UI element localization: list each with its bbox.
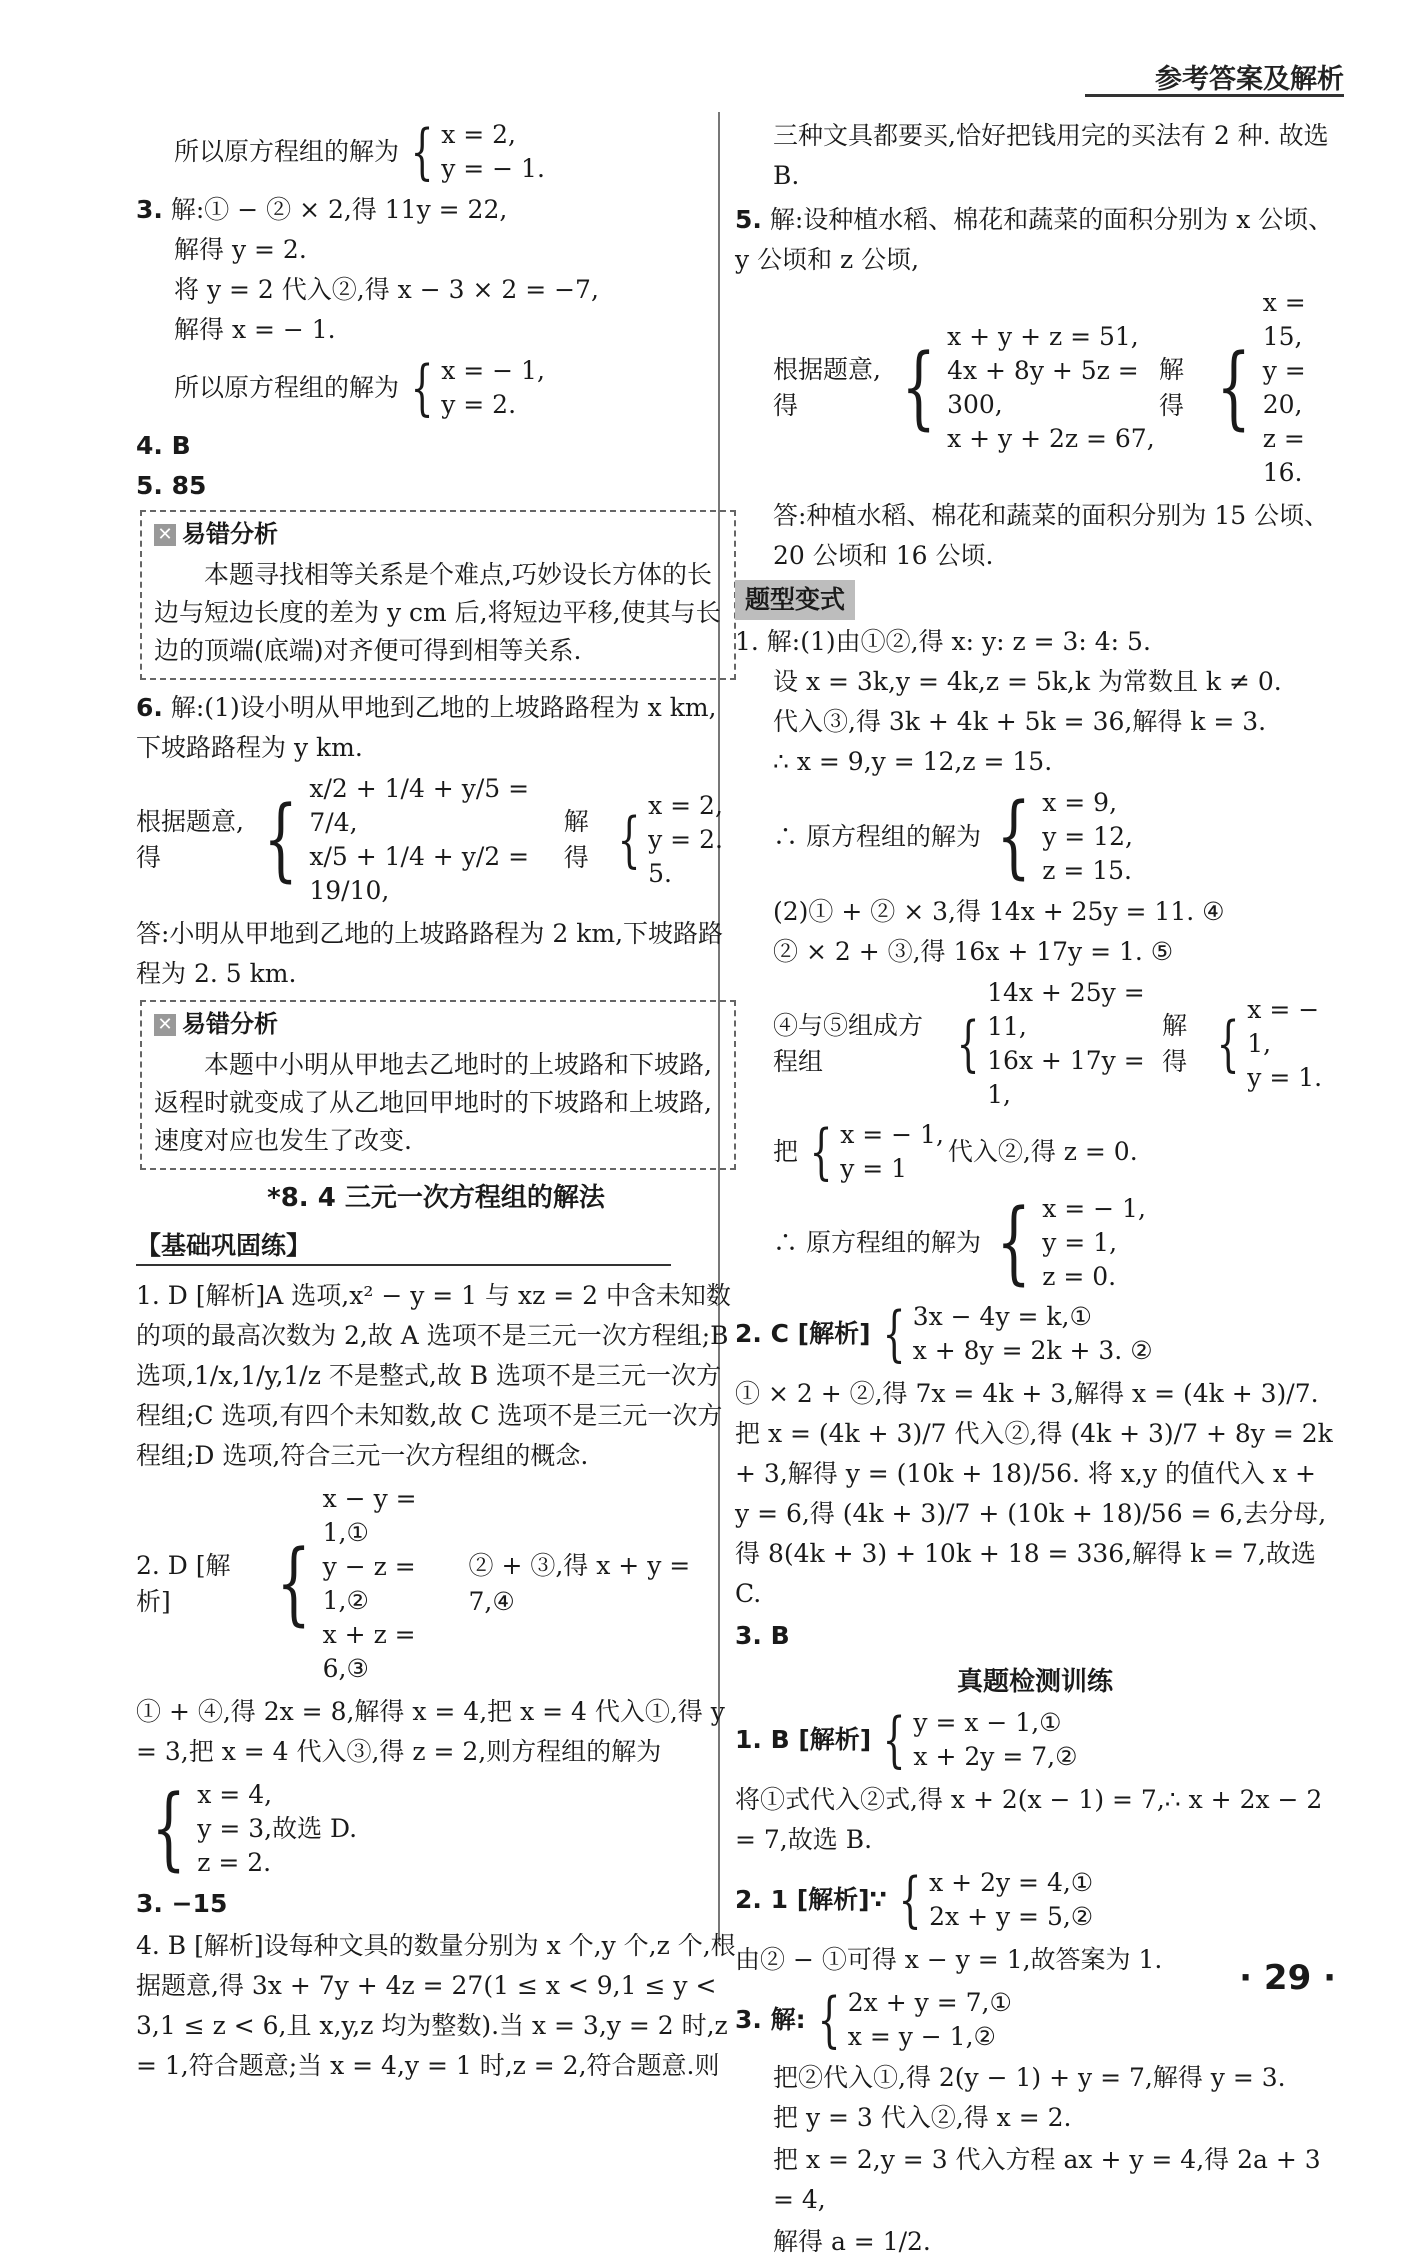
variant-q2-line xyxy=(735,1300,1335,1368)
exam-q2-system: { x + 2y = 4,① 2x + y = 5,② xyxy=(898,1865,1094,1935)
q3-text: 解:① − ② × 2,得 11y = 22, xyxy=(170,195,508,224)
q6-solution-system: { x = 2, y = 2. 5. xyxy=(610,789,732,891)
solution-prefix: ∴ 原方程组的解为 xyxy=(773,822,981,851)
q3-text: 解得 y = 2. xyxy=(174,235,307,264)
equation: x = 4, xyxy=(197,1780,273,1809)
equation: 3x − 4y = k,① xyxy=(912,1302,1092,1331)
exam-q3-text: 解得 a = 1/2. xyxy=(773,2227,931,2256)
basic-q2-step: ② + ③,得 x + y = 7,④ xyxy=(468,1551,691,1616)
equation: x = 2, xyxy=(441,120,516,149)
exam-q1-text: 将①式代入②式,得 x + 2(x − 1) = 7,∴ x + 2x − 2 = 7,故选 B. xyxy=(735,1785,1323,1854)
error-analysis-title: ✕ 易错分析 xyxy=(154,516,722,552)
equation: y = 1. xyxy=(1247,1063,1323,1092)
error-analysis-box-1 xyxy=(140,510,736,680)
system-prefix: ④与⑤组成方程组 xyxy=(773,1011,924,1076)
equation: x = 15, xyxy=(1262,288,1306,351)
variant-q1-text: 代入③,得 3k + 4k + 5k = 36,解得 k = 3. xyxy=(773,707,1267,736)
exam-q3-prefix: 3. 解: xyxy=(735,2005,806,2034)
q6-line xyxy=(136,690,736,726)
variant-q3-answer: 3. B xyxy=(735,1621,790,1650)
equation: x + 2y = 7,② xyxy=(913,1742,1078,1771)
equation: x = − 1, xyxy=(840,1120,944,1149)
equation: x + 2y = 4,① xyxy=(929,1868,1094,1897)
left-column xyxy=(136,112,736,2090)
substitute-system: { x = − 1, y = 1 xyxy=(809,1117,944,1187)
continued-text: 三种文具都要买,恰好把钱用完的买法有 2 种. 故选 B. xyxy=(773,121,1329,190)
equation: x + y + 2z = 67, xyxy=(947,424,1155,453)
q6-solution-prefix: 解得 xyxy=(563,807,589,872)
equation: 4x + 8y + 5z = 300, xyxy=(947,356,1139,419)
q5-text: 解:设种植水稻、棉花和蔬菜的面积分别为 x 公顷、y 公顷和 z 公顷, xyxy=(735,205,1334,274)
exam-q3-system: { 2x + y = 7,① x = y − 1,② xyxy=(817,1985,1012,2055)
equation: y = 2. 5. xyxy=(648,825,723,888)
equation: 2x + y = 7,① xyxy=(847,1988,1012,2017)
question-number: 5. xyxy=(735,205,762,234)
variant-q1-part2-system xyxy=(735,976,1335,1112)
equation: x = 9, xyxy=(1042,788,1118,817)
equation: y − z = 1,② xyxy=(322,1552,416,1615)
equation: x − y = 1,① xyxy=(322,1484,417,1547)
exam-q1-system: { y = x − 1,① x + 2y = 7,② xyxy=(882,1705,1078,1775)
equation: y = 12, xyxy=(1042,822,1133,851)
equation: x + y + z = 51, xyxy=(947,322,1139,351)
variant-q1-part2-text: (2)① + ② × 3,得 14x + 25y = 11. ④ xyxy=(773,897,1225,926)
error-x-icon: ✕ xyxy=(154,524,176,546)
exam-q2-text: 由② − ①可得 x − y = 1,故答案为 1. xyxy=(735,1945,1163,1974)
equation: y = 1 xyxy=(840,1154,908,1183)
q5-answer: 5. 85 xyxy=(136,471,207,500)
q6-text: 下坡路路程为 y km. xyxy=(136,733,363,762)
variant-q1-solution xyxy=(735,786,1335,888)
solution-system: { x = − 1, y = 1, z = 0. xyxy=(996,1190,1146,1295)
error-analysis-text: 本题中小明从甲地去乙地时的上坡路和下坡路,返程时就变成了从乙地回甲地时的下坡路和上坡路,速度对应也发生了改变. xyxy=(154,1050,712,1155)
basic-q2-prefix: 2. D [解析] xyxy=(136,1551,231,1616)
equation: x = − 1, xyxy=(1042,1194,1146,1223)
substitute-prefix: 把 xyxy=(773,1137,799,1166)
equation: y = 1, xyxy=(1042,1228,1118,1257)
exam-q1-line xyxy=(735,1706,1335,1774)
exam-q2-line xyxy=(735,1866,1335,1934)
solution-prefix: 解得 xyxy=(1162,1011,1188,1076)
equation: z = 16. xyxy=(1262,424,1305,487)
equation: x = − 1, xyxy=(1247,995,1320,1058)
q3-solution-system: { x = − 1, y = 2. xyxy=(410,353,545,423)
solution-prefix: ∴ 原方程组的解为 xyxy=(773,1228,981,1257)
page-header-title: 参考答案及解析 xyxy=(1155,64,1344,95)
variant-questions-tag: 题型变式 xyxy=(735,580,855,620)
equation: y = 2. xyxy=(441,390,517,419)
header-rule xyxy=(1085,94,1344,97)
variant-q1-part2-result xyxy=(735,1192,1335,1294)
equation: 14x + 25y = 11, xyxy=(987,978,1145,1041)
q6-system-prefix: 根据题意,得 xyxy=(136,807,244,872)
exam-q2-prefix: 2. 1 [解析]∵ xyxy=(735,1885,887,1914)
exam-q3-text: 把②代入①,得 2(y − 1) + y = 7,解得 y = 3. xyxy=(773,2063,1286,2092)
equation: z = 0. xyxy=(1042,1262,1117,1291)
error-analysis-title: ✕ 易错分析 xyxy=(154,1006,722,1042)
q3-line xyxy=(136,192,736,228)
equation: y = x − 1,① xyxy=(913,1708,1062,1737)
page-number: · 29 · xyxy=(1239,1958,1336,1998)
exam-q3-text: 把 x = 2,y = 3 代入方程 ax + y = 4,得 2a + 3 = 4, xyxy=(773,2145,1321,2214)
q5-equation-system: { x + y + z = 51, 4x + 8y + 5z = 300, x + y + 2z = 67, xyxy=(890,320,1155,456)
section-title-8-4: *8. 4 三元一次方程组的解法 xyxy=(267,1183,605,1213)
exam-q3-text: 把 y = 3 代入②,得 x = 2. xyxy=(773,2103,1072,2132)
equation: z = 15. xyxy=(1042,856,1132,885)
q3-solution-line xyxy=(136,354,736,422)
variant-q1-part2-substitute xyxy=(735,1118,1335,1186)
exam-q1-prefix: 1. B [解析] xyxy=(735,1725,872,1754)
q6-answer-text: 答:小明从甲地到乙地的上坡路路程为 2 km,下坡路路程为 2. 5 km. xyxy=(136,919,724,988)
q2-solution-system: { x = 2, y = − 1. xyxy=(410,117,545,187)
solution-system: { x = − 1, y = 1. xyxy=(1209,993,1331,1095)
equation: x = − 1, xyxy=(441,356,545,385)
right-column xyxy=(735,112,1335,2264)
q6-text: 解:(1)设小明从甲地到乙地的上坡路路程为 x km, xyxy=(170,693,717,722)
basic-practice-tag: 【基础巩固练】 xyxy=(136,1228,671,1266)
q3-text: 解得 x = − 1. xyxy=(174,315,336,344)
basic-q2-system: { x − y = 1,① y − z = 1,② x + z = 6,③ xyxy=(265,1482,464,1686)
q6-equation-system: { x/2 + 1/4 + y/5 = 7/4, x/5 + 1/4 + y/2 = 19/10, xyxy=(252,772,560,908)
variant-q1-part2-text: ② × 2 + ③,得 16x + 17y = 1. ⑤ xyxy=(773,937,1174,966)
q5-system-prefix: 根据题意,得 xyxy=(773,355,881,420)
equation: y = − 1. xyxy=(441,154,545,183)
q5-solution-system: { x = 15, y = 20, z = 16. xyxy=(1205,286,1331,490)
equation: x/5 + 1/4 + y/2 = 19/10, xyxy=(309,842,530,905)
basic-q2-solution xyxy=(136,1778,736,1880)
q6-system-line xyxy=(136,772,736,908)
variant-q2-text: ① × 2 + ②,得 7x = 4k + 3,解得 x = (4k + 3)/7. 把 x = (4k + 3)/7 代入②,得 (4k + 3)/7 + 8y = 2k + 3,解得 y = (10k + 18)/56. 将 x,y 的值代入 x + y = 6,得 (4k + 3)/7 + (10k + 18)/56 = 6,去分母,得 8(4k + 3) + 10k + 18 = 336,解得 k = 7,故选 C. xyxy=(735,1379,1333,1608)
equation-system: { 14x + 25y = 11, 16x + 17y = 1, xyxy=(949,976,1158,1112)
equation: x + 8y = 2k + 3. ② xyxy=(912,1336,1153,1365)
variant-q2-system: { 3x − 4y = k,① x + 8y = 2k + 3. ② xyxy=(882,1299,1153,1369)
equation: x/2 + 1/4 + y/5 = 7/4, xyxy=(309,774,530,837)
substitute-suffix: 代入②,得 z = 0. xyxy=(947,1137,1138,1166)
solution-system: { x = 9, y = 12, z = 15. xyxy=(996,784,1133,889)
error-analysis-box-2 xyxy=(140,1000,736,1170)
q5-system-line xyxy=(735,286,1335,490)
error-analysis-text: 本题寻找相等关系是个难点,巧妙设长方体的长边与短边长度的差为 y cm 后,将短边平移,使其与长边的顶端(底端)对齐便可得到相等关系. xyxy=(154,560,721,665)
basic-q2-text: ① + ④,得 2x = 8,解得 x = 4,把 x = 4 代入①,得 y = 3,把 x = 4 代入③,得 z = 2,则方程组的解为 xyxy=(136,1697,725,1766)
equation: 16x + 17y = 1, xyxy=(987,1046,1145,1109)
equation: x = 2, xyxy=(648,791,723,820)
q3-text: 将 y = 2 代入②,得 x − 3 × 2 = −7, xyxy=(174,275,599,304)
variant-q2-prefix: 2. C [解析] xyxy=(735,1319,871,1348)
q5-answer-text: 答:种植水稻、棉花和蔬菜的面积分别为 15 公顷、20 公顷和 16 公顷. xyxy=(773,501,1330,570)
basic-q3-answer: 3. −15 xyxy=(136,1889,228,1918)
basic-q2-solution-system: { x = 4, y = 3,故选 D. z = 2. xyxy=(151,1776,358,1881)
basic-q2-line xyxy=(136,1482,736,1686)
equation: y = 3,故选 D. xyxy=(197,1814,358,1843)
equation: x + z = 6,③ xyxy=(322,1620,416,1683)
q4-answer: 4. B xyxy=(136,431,191,460)
basic-q4-text: 4. B [解析]设每种文具的数量分别为 x 个,y 个,z 个,根据题意,得 3x + 7y + 4z = 27(1 ≤ x < 9,1 ≤ y < 3,1 ≤ z < 6,且 x,y,z 均为整数).当 x = 3,y = 2 时,z = 1,符合题意;当 x = 4,y = 1 时,z = 2,符合题意.则 xyxy=(136,1931,736,2080)
equation: z = 2. xyxy=(197,1848,272,1877)
q2-solution-prefix: 所以原方程组的解为 xyxy=(174,137,400,166)
variant-q1-text: 设 x = 3k,y = 4k,z = 5k,k 为常数且 k ≠ 0. xyxy=(773,667,1282,696)
q5-line xyxy=(735,200,1335,280)
q5-solution-prefix: 解得 xyxy=(1159,355,1185,420)
real-exam-section-title: 真题检测训练 xyxy=(956,1667,1113,1697)
equation: y = 20, xyxy=(1262,356,1306,419)
question-number: 3. xyxy=(136,195,163,224)
equation: 2x + y = 5,② xyxy=(929,1902,1094,1931)
q2-solution-line xyxy=(136,118,736,186)
equation: x = y − 1,② xyxy=(847,2022,996,2051)
q3-solution-prefix: 所以原方程组的解为 xyxy=(174,373,400,402)
variant-q1-text: ∴ x = 9,y = 12,z = 15. xyxy=(773,747,1053,776)
basic-q1-text: 1. D [解析]A 选项,x² − y = 1 与 xz = 2 中含未知数的项的最高次数为 2,故 A 选项不是三元一次方程组;B 选项,1/x,1/y,1/z 不是整式,故 B 选项不是三元一次方程组;C 选项,有四个未知数,故 C 选项不是三元一次方程组;D 选项,符合三元一次方程组的概念. xyxy=(136,1281,731,1470)
variant-q1-text: 1. 解:(1)由①②,得 x: y: z = 3: 4: 5. xyxy=(735,627,1151,656)
question-number: 6. xyxy=(136,693,163,722)
error-x-icon: ✕ xyxy=(154,1014,176,1036)
